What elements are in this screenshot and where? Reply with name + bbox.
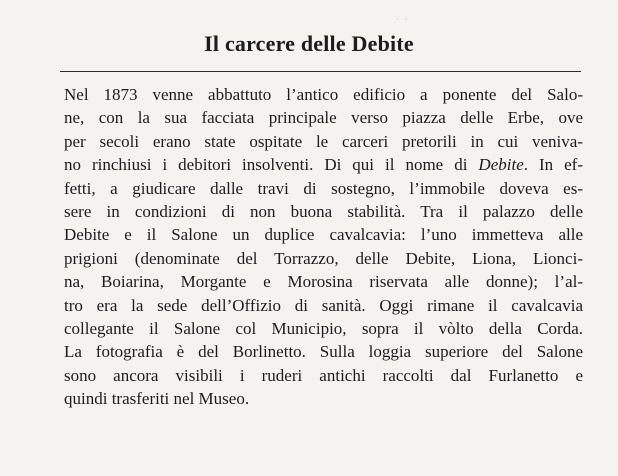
text-segment: . In ef- (523, 155, 584, 175)
text-line: prigioni (denominate del Torrazzo, delle Debite, Liona, Lionci- (64, 248, 583, 268)
text-line: sere in condizioni di non buona stabilità. Tra il palazzo delle (64, 202, 583, 222)
body-paragraph (64, 83, 583, 411)
text-line: fetti, a giudicare dalle travi di sostegno, l’immobile doveva es- (64, 178, 583, 198)
text-line-with-emphasis (64, 153, 583, 176)
text-line: ne, con la sua facciata principale verso piazza delle Erbe, ove (64, 108, 583, 128)
title-divider (60, 71, 581, 72)
text-line: La fotografia è del Borlinetto. Sulla loggia superiore del Salone (64, 342, 583, 362)
page-title: Il carcere delle Debite (204, 31, 414, 56)
text-line: Nel 1873 venne abbattuto l’antico edificio a ponente del Salo- (64, 85, 583, 104)
text-line: per secoli erano state ospitate le carceri pretorili in cui veniva- (64, 131, 583, 151)
text-line: sono ancora visibili i ruderi antichi raccolti dal Furlanetto e (64, 365, 583, 385)
emphasized-word: Debite (478, 155, 524, 175)
text-line: collegante il Salone col Municipio, sopra il vòlto della Corda. (64, 319, 583, 339)
text-line: tro era la sede dell’Offizio di sanità. Oggi rimane il cavalcavia (64, 295, 583, 315)
text-line: quindi trasferiti nel Museo. (64, 389, 250, 409)
text-line: na, Boiarina, Morgante e Morosina riservata alle donne); l’al- (64, 272, 583, 292)
text-line: Debite e il Salone un duplice cavalcavia: l’uno immetteva alle (64, 225, 583, 245)
text-segment: no rinchiusi i debitori insolventi. Di qui il nome di (64, 155, 479, 175)
bleed-through-mark: · · (395, 12, 409, 28)
